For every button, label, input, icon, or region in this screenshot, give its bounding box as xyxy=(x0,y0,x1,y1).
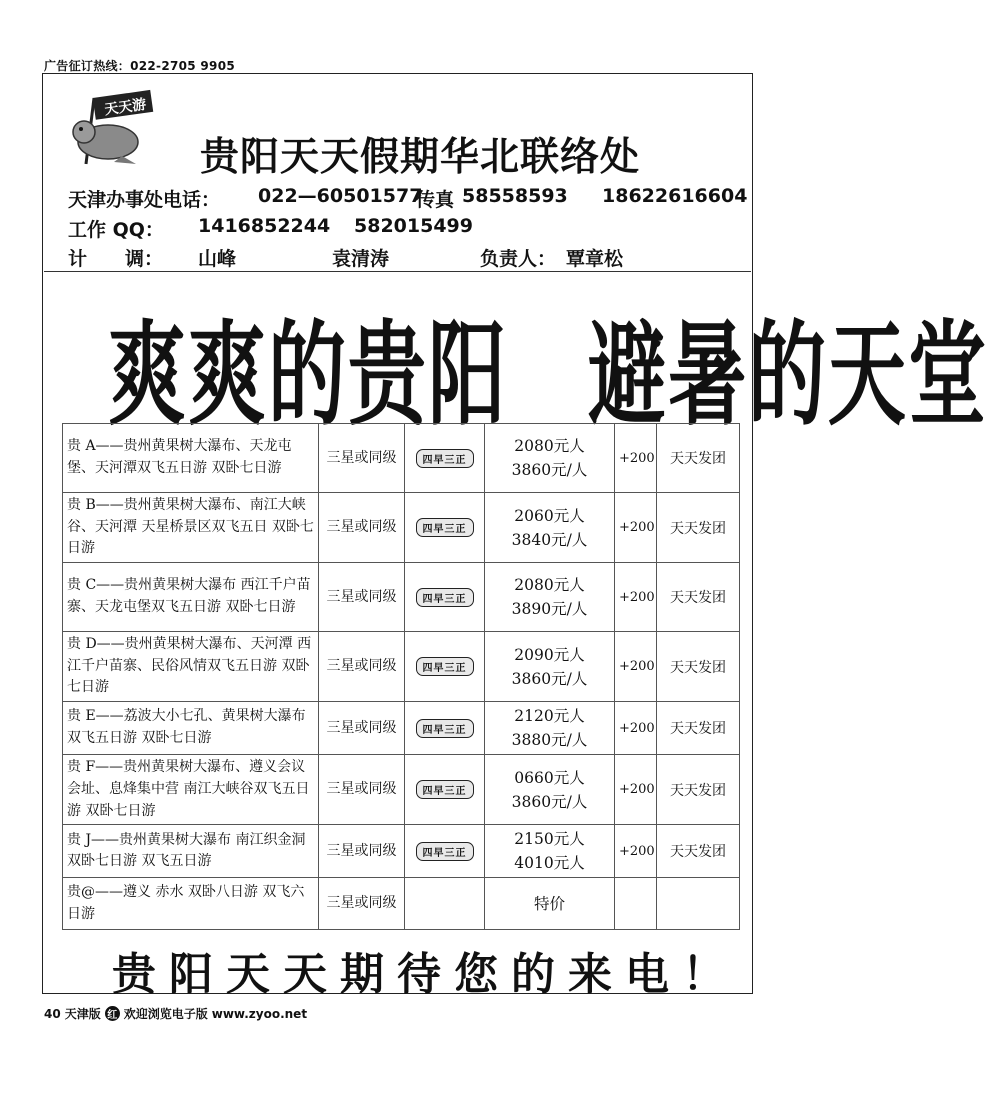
price-line-2: 3860元/人 xyxy=(511,792,588,811)
table-row-special xyxy=(63,878,740,930)
manager-label: 负责人： xyxy=(480,248,557,270)
price-line-2: 4010元人 xyxy=(514,854,585,873)
footer xyxy=(44,1005,307,1022)
route-name: 贵 J——贵州黄果树大瀑布 南江织金洞 双卧七日游 双飞五日游 xyxy=(63,825,319,878)
table-row xyxy=(63,493,740,563)
departure-note: 天天发团 xyxy=(657,632,740,702)
empty-cell xyxy=(615,878,657,930)
org-title: 贵阳天天假期华北联络处 xyxy=(200,134,641,180)
qq-label: 工作 QQ： xyxy=(68,219,164,241)
surcharge: +200 xyxy=(615,755,657,825)
departure-note: 天天发团 xyxy=(657,424,740,493)
planner-name-1: 山峰 xyxy=(198,248,237,270)
fax-label: 传真 xyxy=(416,189,455,211)
departure-note: 天天发团 xyxy=(657,493,740,563)
planner-label: 计 调： xyxy=(68,248,164,270)
price-cell xyxy=(485,563,615,632)
departure-note: 天天发团 xyxy=(657,755,740,825)
edition-label: 天津版 xyxy=(64,1007,101,1021)
hotel-standard: 三星或同级 xyxy=(319,878,405,930)
route-name: 贵 C——贵州黄果树大瀑布 西江千户苗寨、天龙屯堡双飞五日游 双卧七日游 xyxy=(63,563,319,632)
header-divider xyxy=(44,271,751,272)
meal-badge: 四早三正 xyxy=(416,518,474,537)
meal-badge: 四早三正 xyxy=(416,449,474,468)
meal-badge-cell xyxy=(405,632,485,702)
hotel-standard: 三星或同级 xyxy=(319,563,405,632)
table-row xyxy=(63,702,740,755)
meal-badge: 四早三正 xyxy=(416,657,474,676)
routes-table xyxy=(62,423,740,930)
surcharge: +200 xyxy=(615,563,657,632)
departure-note: 天天发团 xyxy=(657,702,740,755)
slogan: 爽爽的贵阳 避暑的天堂 xyxy=(108,309,988,442)
page-number: 40 xyxy=(44,1006,61,1021)
office-phone: 022—60501577 xyxy=(258,185,423,207)
red-mark-icon: 红 xyxy=(105,1006,120,1021)
table-row xyxy=(63,825,740,878)
logo-text: 天天游 xyxy=(103,96,148,119)
route-name: 贵 F——贵州黄果树大瀑布、遵义会议会址、息烽集中营 南江大峡谷双飞五日游 双卧七日游 xyxy=(63,755,319,825)
route-name: 贵 E——荔波大小七孔、黄果树大瀑布双飞五日游 双卧七日游 xyxy=(63,702,319,755)
manager-name: 覃章松 xyxy=(566,248,624,270)
empty-cell xyxy=(657,878,740,930)
meal-badge: 四早三正 xyxy=(416,719,474,738)
price-cell xyxy=(485,424,615,493)
meal-badge-cell xyxy=(405,755,485,825)
meal-badge: 四早三正 xyxy=(416,588,474,607)
meal-badge-cell xyxy=(405,493,485,563)
meal-badge: 四早三正 xyxy=(416,780,474,799)
price-cell xyxy=(485,493,615,563)
meal-badge: 四早三正 xyxy=(416,842,474,861)
price-line-1: 2060元人 xyxy=(514,506,585,525)
route-name: 贵 B——贵州黄果树大瀑布、南江大峡谷、天河潭 天星桥景区双飞五日 双卧七日游 xyxy=(63,493,319,563)
table-row xyxy=(63,755,740,825)
surcharge: +200 xyxy=(615,632,657,702)
table-row xyxy=(63,563,740,632)
price-line-1: 2080元人 xyxy=(514,576,585,595)
surcharge: +200 xyxy=(615,702,657,755)
route-name: 贵 A——贵州黄果树大瀑布、天龙屯堡、天河潭双飞五日游 双卧七日游 xyxy=(63,424,319,493)
price-line-1: 2090元人 xyxy=(514,645,585,664)
price-line-2: 3880元/人 xyxy=(511,731,588,750)
price-line-2: 3890元/人 xyxy=(511,600,588,619)
route-name: 贵 D——贵州黄果树大瀑布、天河潭 西江千户苗寨、民俗风情双飞五日游 双卧七日游 xyxy=(63,632,319,702)
price-line-1: 2150元人 xyxy=(514,830,585,849)
surcharge: +200 xyxy=(615,424,657,493)
price-line-1: 2080元人 xyxy=(514,436,585,455)
surcharge: +200 xyxy=(615,825,657,878)
closing-message: 贵阳天天期待您的来电！ xyxy=(112,949,739,1000)
special-price: 特价 xyxy=(485,878,615,930)
route-name: 贵@——遵义 赤水 双卧八日游 双飞六日游 xyxy=(63,878,319,930)
planner-name-2: 袁清涛 xyxy=(332,248,390,270)
price-line-1: 2120元人 xyxy=(514,707,585,726)
qq-number-1: 1416852244 xyxy=(198,215,331,237)
hotel-standard: 三星或同级 xyxy=(319,702,405,755)
price-line-1: 0660元人 xyxy=(514,768,585,787)
ad-hotline: 广告征订热线：022-2705 9905 xyxy=(44,59,236,73)
price-line-2: 3860元/人 xyxy=(511,669,588,688)
price-cell xyxy=(485,755,615,825)
departure-note: 天天发团 xyxy=(657,563,740,632)
hotel-standard: 三星或同级 xyxy=(319,632,405,702)
meal-badge-cell xyxy=(405,825,485,878)
price-cell xyxy=(485,702,615,755)
welcome-text: 欢迎浏览电子版 xyxy=(123,1007,208,1021)
meal-badge-cell xyxy=(405,702,485,755)
hotel-standard: 三星或同级 xyxy=(319,493,405,563)
mascot-flag-logo xyxy=(64,92,156,166)
price-line-2: 3840元/人 xyxy=(511,530,588,549)
office-phone-label: 天津办事处电话： xyxy=(68,189,221,211)
table-row xyxy=(63,632,740,702)
departure-note: 天天发团 xyxy=(657,825,740,878)
fax-number: 58558593 xyxy=(462,185,568,207)
price-cell xyxy=(485,825,615,878)
mobile-number: 18622616604 xyxy=(602,185,748,207)
empty-cell xyxy=(405,878,485,930)
meal-badge-cell xyxy=(405,424,485,493)
hotel-standard: 三星或同级 xyxy=(319,755,405,825)
price-cell xyxy=(485,632,615,702)
hotel-standard: 三星或同级 xyxy=(319,825,405,878)
hotel-standard: 三星或同级 xyxy=(319,424,405,493)
table-row xyxy=(63,424,740,493)
price-line-2: 3860元/人 xyxy=(511,461,588,479)
surcharge: +200 xyxy=(615,493,657,563)
qq-number-2: 582015499 xyxy=(354,215,473,237)
meal-badge-cell xyxy=(405,563,485,632)
website-link[interactable]: www.zyoo.net xyxy=(211,1006,308,1021)
